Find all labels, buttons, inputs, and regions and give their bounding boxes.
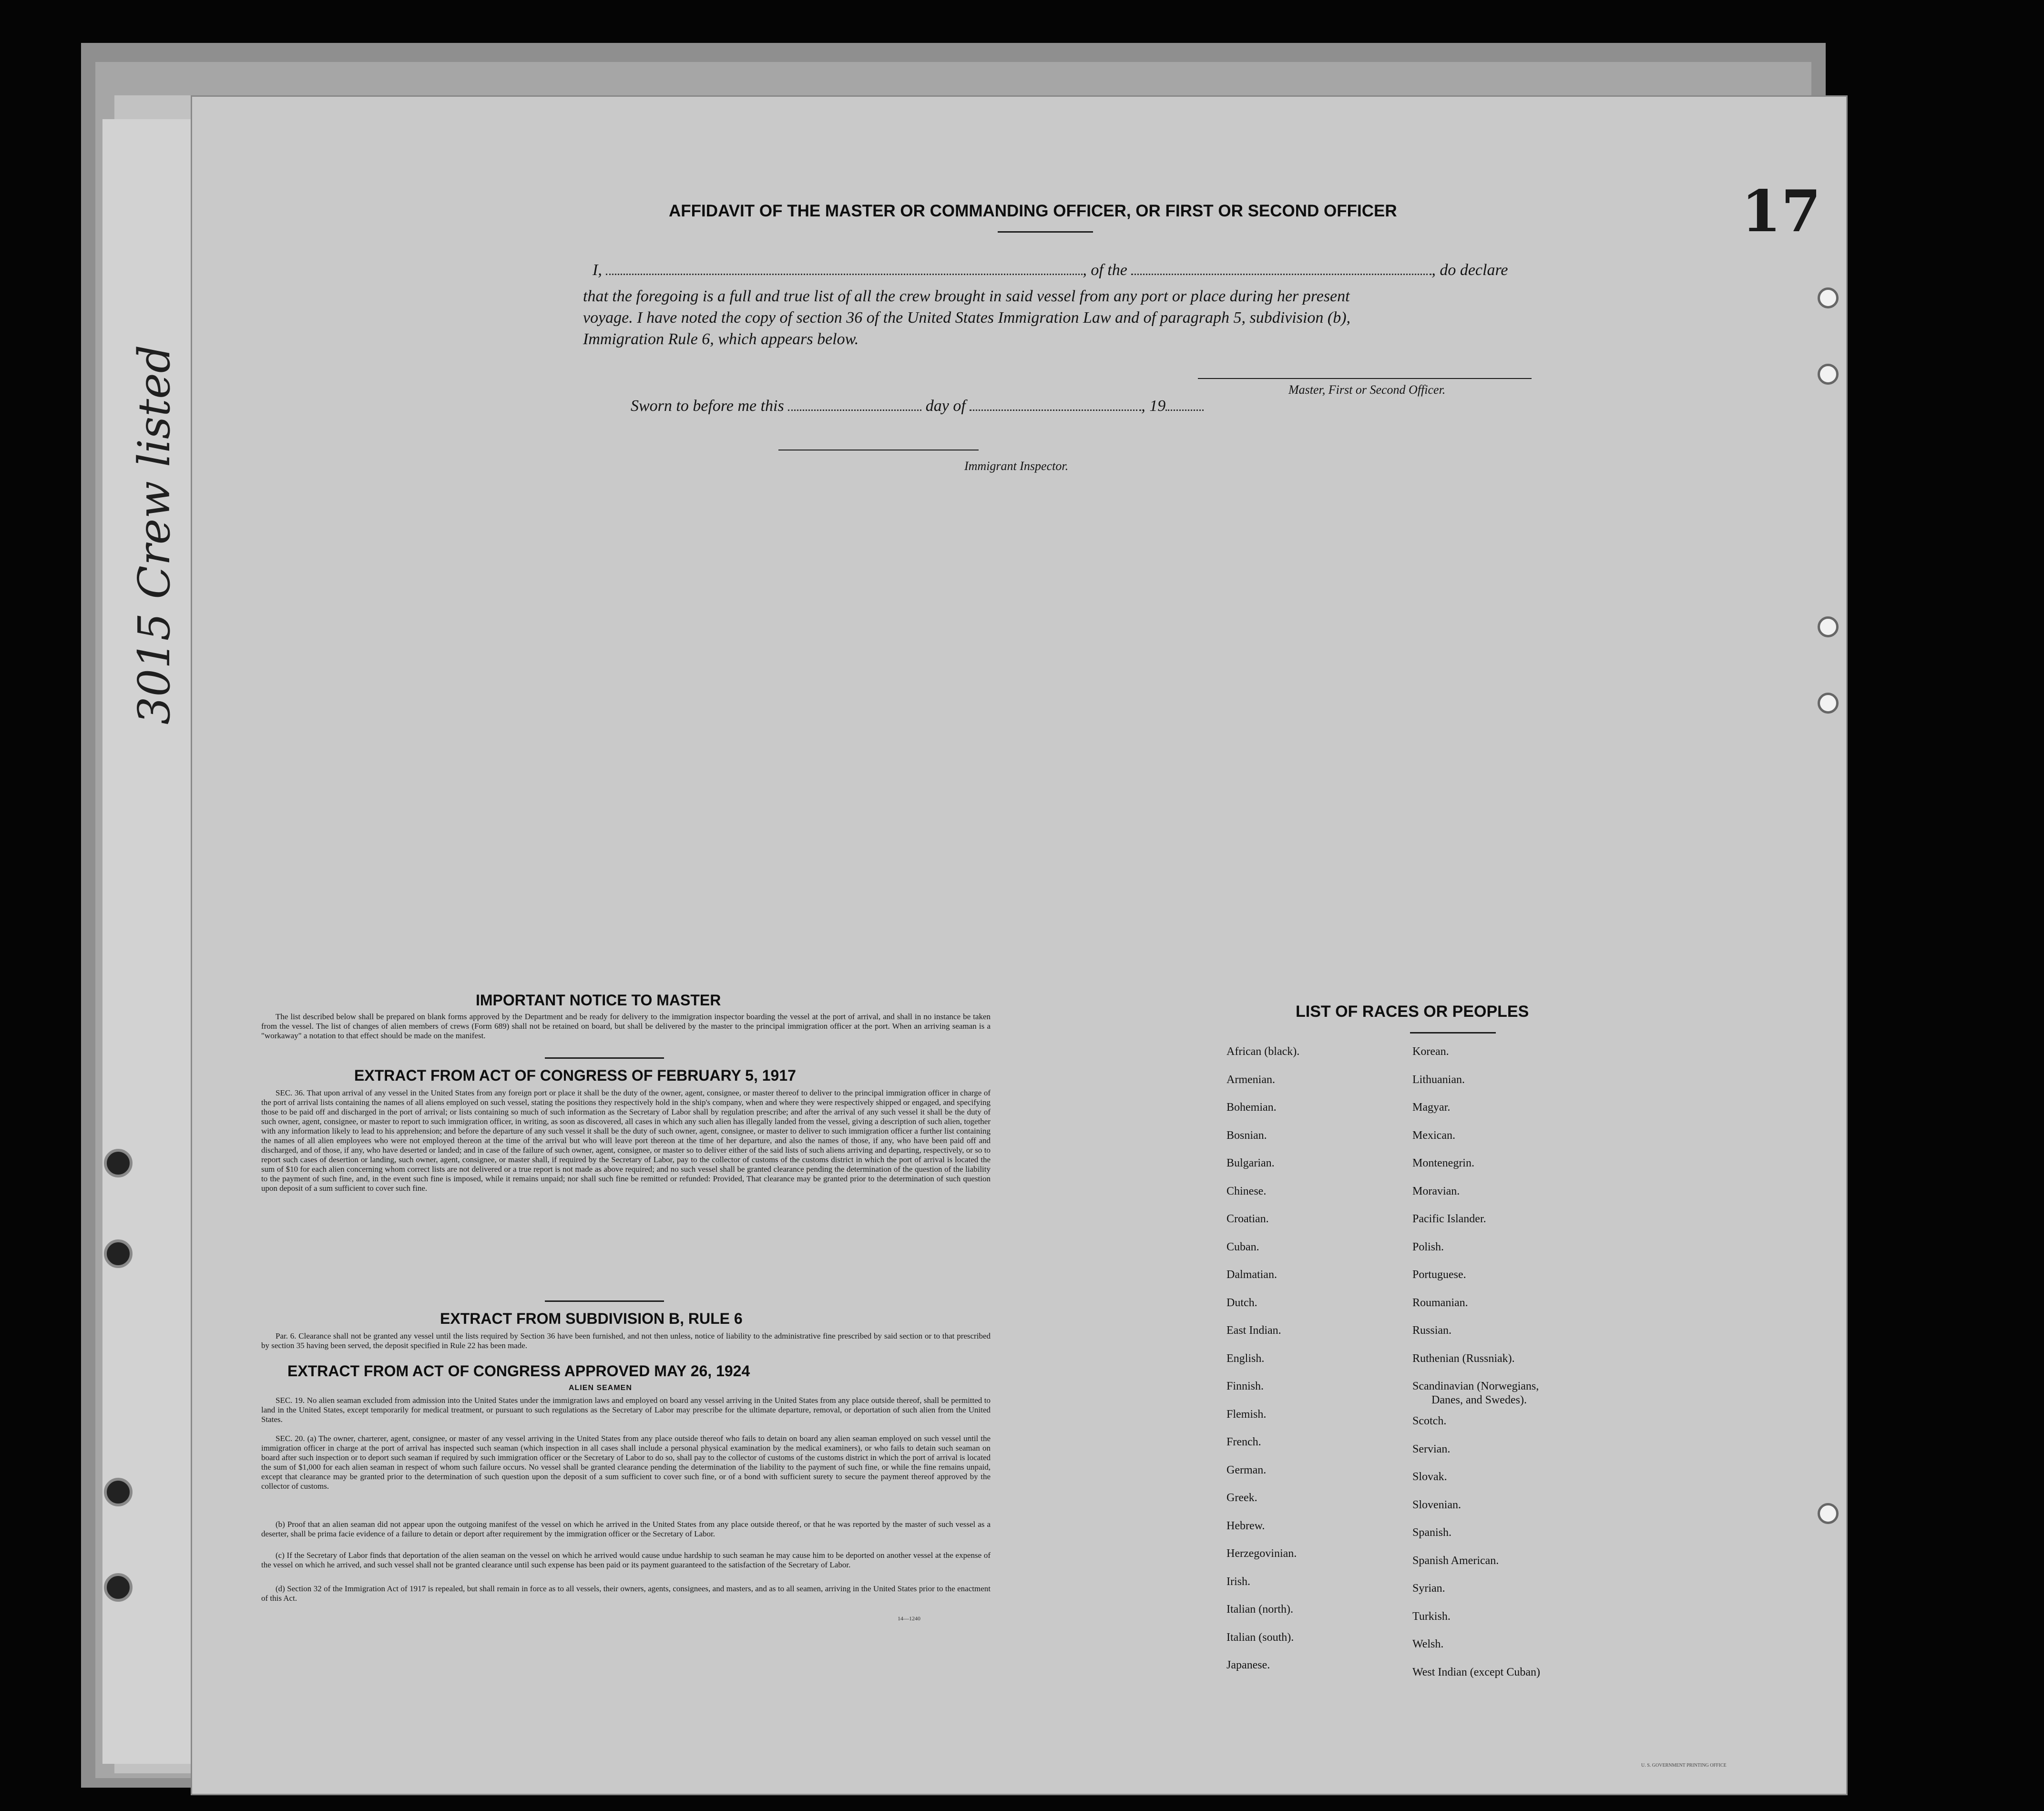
race-item: Russian. xyxy=(1412,1324,1452,1337)
race-item: Bosnian. xyxy=(1226,1129,1267,1142)
form-number: 14—1240 xyxy=(898,1615,920,1622)
race-item: Korean. xyxy=(1412,1045,1449,1058)
race-item: Servian. xyxy=(1412,1443,1451,1455)
race-item: Roumanian. xyxy=(1412,1296,1468,1309)
alien-seamen-subtitle: ALIEN SEAMEN xyxy=(569,1384,632,1392)
race-item: Moravian. xyxy=(1412,1185,1460,1197)
race-item: Dutch. xyxy=(1226,1296,1257,1309)
extract-1917-title: EXTRACT FROM ACT OF CONGRESS OF FEBRUARY 5, 1917 xyxy=(354,1067,796,1084)
race-item: German. xyxy=(1226,1463,1267,1476)
race-item: Scotch. xyxy=(1412,1415,1447,1427)
race-item: Spanish. xyxy=(1412,1526,1452,1539)
race-item: Cuban. xyxy=(1226,1240,1259,1253)
binder-hole-icon xyxy=(104,1573,133,1602)
race-item: Polish. xyxy=(1412,1240,1444,1253)
race-item: English. xyxy=(1226,1352,1265,1365)
year-blank xyxy=(1165,397,1204,411)
race-item: Irish. xyxy=(1226,1575,1250,1588)
master-label: Master, First or Second Officer. xyxy=(1288,383,1446,397)
binder-hole-icon xyxy=(104,1239,133,1268)
subdivision-text: Par. 6. Clearance shall not be granted any vessel until the lists required by Section 36 have been furnished, and not then unless, notice of liability to the administrative fine prescribed by said section or to that prescribed by section 35 having been served, the deposit specified in Rule 22 has been made. xyxy=(261,1331,991,1350)
race-item: Croatian. xyxy=(1226,1213,1269,1225)
race-item: Montenegrin. xyxy=(1412,1157,1474,1169)
divider xyxy=(545,1057,664,1059)
race-item: Scandinavian (Norwegians, xyxy=(1412,1380,1539,1392)
race-item: Slovenian. xyxy=(1412,1498,1461,1511)
race-item: Dalmatian. xyxy=(1226,1269,1277,1281)
sec-19-text: SEC. 19. No alien seaman excluded from admission into the United States under the immigration laws and employed on board any vessel arriving in the United States from any place outside thereof, shall be permitted to land in the United States, except temporarily for medical treatment, or pursuant to such regulations as the Secretary of Labor may prescribe for the ultimate departure, removal, or deportation of such alien from the United States. xyxy=(261,1396,991,1424)
name-blank xyxy=(606,261,1083,275)
affidavit-title: AFFIDAVIT OF THE MASTER OR COMMANDING OFFICER, OR FIRST OR SECOND OFFICER xyxy=(669,202,1397,220)
race-item: Turkish. xyxy=(1412,1610,1451,1623)
race-item: Bulgarian. xyxy=(1226,1157,1275,1169)
punch-hole-icon xyxy=(1818,1503,1839,1524)
punch-hole-icon xyxy=(1818,693,1839,714)
sworn-day: day of xyxy=(925,397,966,415)
inspector-label: Immigrant Inspector. xyxy=(964,459,1069,473)
affidavit-line-1 xyxy=(593,261,1508,279)
punch-hole-icon xyxy=(1818,616,1839,637)
race-item: Chinese. xyxy=(1226,1185,1267,1197)
signature-line xyxy=(1198,378,1532,379)
race-item: Italian (south). xyxy=(1226,1631,1294,1644)
sec-20a-text: SEC. 20. (a) The owner, charterer, agent, consignee, or master of any vessel arriving in the United States from any place outside thereof who fails to detain on board any alien seaman employed on such vessel until the immigration officer in charge at the port of arrival has inspected such seaman (which inspection in all cases shall include a personal physical examination by the medical examiners), or who fails to detain such seaman on board after such inspection or to deport such seaman if required by such immigration officer or the Secretary of Labor to do so, shall pay to the collector of customs of the customs district in which the port of arrival is located the sum of $1,000 for each alien seaman in respect of whom such failure occurs. No vessel shall be granted clearance pending the determination of the liability to the payment of such fine, or while the fine remains unpaid, except that clearance may be granted prior to the determination of such question upon the deposit of a sum sufficient to cover such fine, or of a bond with sufficient surety to secure the payment thereof approved by the collector of customs. xyxy=(261,1434,991,1491)
notice-title: IMPORTANT NOTICE TO MASTER xyxy=(476,992,721,1009)
affidavit-declare: , do declare xyxy=(1431,261,1508,279)
race-item: Mexican. xyxy=(1412,1129,1455,1142)
divider xyxy=(545,1300,664,1302)
sworn-year: , 19 xyxy=(1141,397,1166,415)
sec-20c-text: (c) If the Secretary of Labor finds that deportation of the alien seaman on the vessel on which he arrived would cause undue hardship to such seaman he may cause him to be deported on another vessel at the expense of the vessel on which he arrived, and such vessel shall not be granted clearance until such expense has been paid or its payment guaranteed to the satisfaction of the Secretary of Labor. xyxy=(261,1551,991,1569)
affidavit-line-4: Immigration Rule 6, which appears below. xyxy=(583,330,859,348)
race-item: Finnish. xyxy=(1226,1380,1264,1392)
race-item: Herzegovinian. xyxy=(1226,1547,1297,1560)
affidavit-line-2: that the foregoing is a full and true list of all the crew brought in said vessel from any port or place during her present xyxy=(583,287,1350,305)
race-item: Magyar. xyxy=(1412,1101,1451,1114)
binder-hole-icon xyxy=(104,1478,133,1506)
divider xyxy=(998,231,1093,233)
sec-20d-text: (d) Section 32 of the Immigration Act of 1917 is repealed, but shall remain in force as to all vessels, their owners, agents, consignees, and masters, and as to all seamen, arriving in the United States prior to the enactment of this Act. xyxy=(261,1584,991,1603)
printer-imprint: U. S. GOVERNMENT PRINTING OFFICE xyxy=(1641,1763,1727,1768)
vessel-blank xyxy=(1131,261,1431,275)
race-item: Greek. xyxy=(1226,1492,1257,1504)
sworn-prefix: Sworn to before me this xyxy=(631,397,784,415)
race-item: African (black). xyxy=(1226,1045,1300,1058)
race-item: Armenian. xyxy=(1226,1073,1275,1086)
race-item: Japanese. xyxy=(1226,1659,1270,1671)
race-item: Welsh. xyxy=(1412,1638,1444,1650)
subdivision-title: EXTRACT FROM SUBDIVISION B, RULE 6 xyxy=(440,1310,743,1327)
race-item: French. xyxy=(1226,1436,1261,1448)
sec-20b-text: (b) Proof that an alien seaman did not appear upon the outgoing manifest of the vessel on which he arrived in the United States from any place outside thereof, or that he was reported by the master of such vessel as a deserter, shall be prima facie evidence of a failure to detain or deport after requirement by the immigration officer or the Secretary of Labor. xyxy=(261,1520,991,1538)
page-number-mark: 17 xyxy=(1741,178,1821,245)
extract-1924-title: EXTRACT FROM ACT OF CONGRESS APPROVED MAY 26, 1924 xyxy=(287,1362,750,1380)
punch-hole-icon xyxy=(1818,364,1839,385)
affidavit-i: I, xyxy=(593,261,602,279)
race-item: Danes, and Swedes). xyxy=(1431,1394,1527,1406)
race-item: Pacific Islander. xyxy=(1412,1213,1486,1225)
race-item: Portuguese. xyxy=(1412,1269,1466,1281)
sworn-line xyxy=(631,397,1204,415)
month-blank xyxy=(970,397,1141,411)
race-item: Slovak. xyxy=(1412,1471,1447,1483)
race-item: Spanish American. xyxy=(1412,1554,1499,1567)
notice-text: The list described below shall be prepared on blank forms approved by the Department and be ready for delivery to the immigration inspector boarding the vessel at the port of arrival, and shall in no instance be taken from the vessel. The list of changes of alien members of crews (Form 689) shall not be retained on board, but shall be delivered by the master to the principal immigration officer at the port. When an arriving seaman is a "workaway" a notation to that effect should be made on the manifest. xyxy=(261,1012,991,1040)
handwritten-note: 3015 Crew listed xyxy=(129,345,180,725)
race-item: Syrian. xyxy=(1412,1582,1445,1595)
race-item: Ruthenian (Russniak). xyxy=(1412,1352,1515,1365)
race-item: West Indian (except Cuban) xyxy=(1412,1666,1540,1678)
affidavit-line-3: voyage. I have noted the copy of section 36 of the United States Immigration Law and of paragraph 5, subdivision (b), xyxy=(583,309,1351,327)
affidavit-of-the: , of the xyxy=(1083,261,1127,279)
race-item: Bohemian. xyxy=(1226,1101,1277,1114)
form-sheet xyxy=(191,95,1848,1795)
extract-1917-text: SEC. 36. That upon arrival of any vessel in the United States from any foreign port or place it shall be the duty of the owner, agent, consignee, or master thereof to deliver to the principal immigration officer in charge of the port of arrival lists containing the names of all aliens employed on such vessel, stating the positions they respectively hold in the ship's company, when and where they were respectively shipped or engaged, and specifying those to be paid off and discharged in the port of arrival; or lists containing so much of such information as the Secretary of Labor shall by regulation prescribe; and after the arrival of any such vessel it shall be the duty of such owner, agent, consignee, or master to report to such immigration officer, in writing, as soon as discovered, all cases in which any such alien has illegally landed from the vessel, giving a description of such alien, together with any information likely to lead to his apprehension; and before the departure of any such vessel it shall be the duty of such owner, agent, consignee, or master to deliver to such immigration officer a further list containing the names of all alien employees who were not employed thereon at the time of the arrival but who will leave port thereon at the time of her departure, and also the names of those, if any, who have been paid off and discharged, and of those, if any, who have deserted or landed; and in case of the failure of such owner, agent, consignee, or master so to deliver either of the said lists of such aliens arriving and departing, respectively, or so to report such cases of desertion or landing, such owner, agent, consignee, or master shall, if required by the Secretary of Labor, pay to the collector of customs of the customs district in which the port of arrival is located the sum of $10 for each alien concerning whom correct lists are not delivered or a true report is not made as above required; and no such vessel shall be granted clearance pending the determination of the question of the liability to the payment of such fine, and, in the event such fine is imposed, while it remains unpaid; nor shall such fine be remitted or refunded: Provided, That clearance may be granted prior to the determination of such question upon deposit of a sum sufficient to cover such fine. xyxy=(261,1088,991,1193)
race-item: Hebrew. xyxy=(1226,1519,1265,1532)
date-blank xyxy=(788,397,921,411)
race-item: East Indian. xyxy=(1226,1324,1281,1337)
race-item: Italian (north). xyxy=(1226,1603,1293,1616)
binder-hole-icon xyxy=(104,1149,133,1177)
divider xyxy=(1410,1032,1496,1033)
race-item: Flemish. xyxy=(1226,1408,1267,1421)
race-item: Lithuanian. xyxy=(1412,1073,1465,1086)
punch-hole-icon xyxy=(1818,287,1839,308)
races-title: LIST OF RACES OR PEOPLES xyxy=(1296,1003,1529,1021)
